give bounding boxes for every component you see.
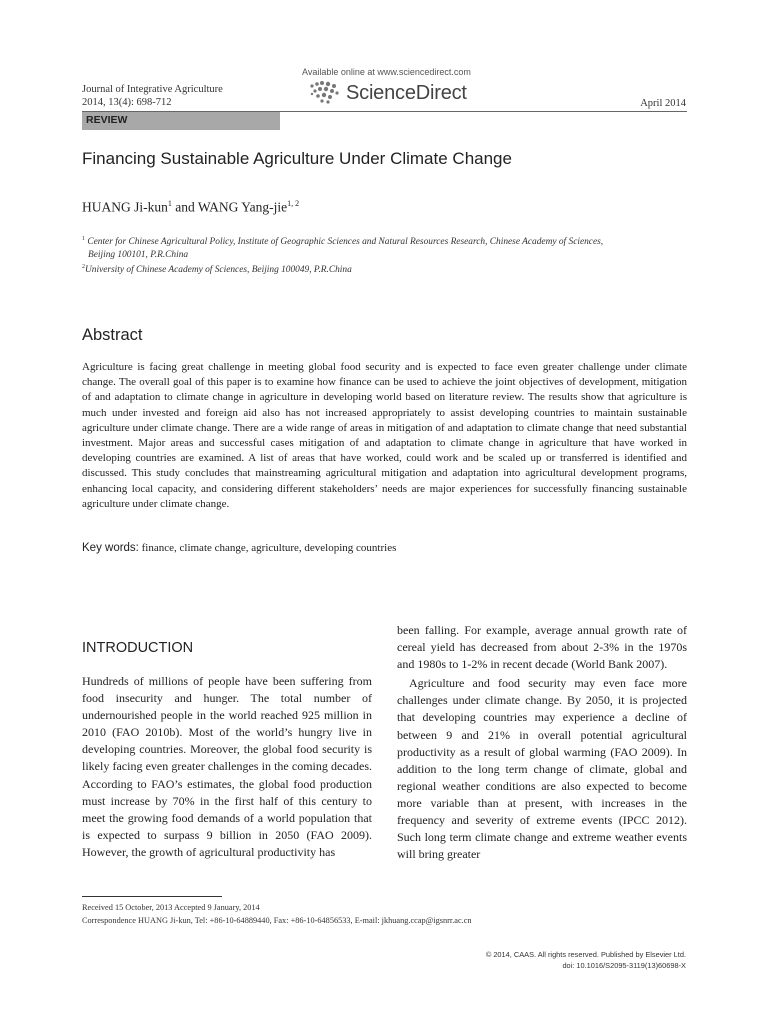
affiliation-1 [82,233,687,262]
affiliation-2-text: University of Chinese Academy of Sciences, Beijing 100049, P.R.China [85,265,352,276]
intro-paragraph-2: Agriculture and food security may even face more challenges under climate change. By 2050, it is projected that developing countries may experience a decline of between 9 and 21% in overall potential agricultural productivity as a result of global warming (FAO 2009). In addition to the long term change of climate, global and regional weather conditions are also expected to become more variable than at present, with increases in the frequency and severity of extreme events (IPCC 2012). Such long term climate change and extreme weather events will bring greater [397,676,687,862]
abstract-heading: Abstract [82,326,143,344]
authors [82,199,299,216]
sciencedirect-dots-icon [308,80,340,106]
sciencedirect-logo [308,80,467,106]
article-title: Financing Sustainable Agriculture Under Climate Change [82,149,512,168]
affiliation-2-sup: 2 [82,264,85,270]
body-column-right [397,622,687,863]
author-2: WANG Yang-jie [197,199,288,215]
author-1: HUANG Ji-kun [82,199,168,215]
author-1-sup: 1 [167,199,172,208]
abstract-text: Agriculture is facing great challenge in meeting global food security and is expected to face even greater challenge under climate change. The overall goal of this paper is to examine how finance can be used to achieve the joint objectives of development, mitigation of and adaptation to climate change in agriculture in developing world based on literature review. The results show that agriculture is much under invested and foreign aid also has not increased appropriately to assist developing countries to maintain sustainable agriculture under climate change. There are a wide range of areas in mitigation of and adaptation to climate change that need substantial investment. Major areas and successful cases mitigation of and adaptation to climate change in agriculture that have worked in developing countries are examined. A list of areas that have worked, could work and be scaled up or transferred is identified and discussed. This study concludes that mainstreaming agricultural mitigation and adaptation into agricultural development programs, enhancing local capacity, and considering different stakeholders’ needs are major experiences for successfully financing sustainable agriculture under climate change. [82,361,687,510]
journal-name: Journal of Integrative Agriculture [82,84,223,95]
footnote-rule [82,896,222,897]
intro-paragraph-1: Hundreds of millions of people have been suffering from food insecurity and hunger. The total number of undernourished people in the world reached 925 million in 2010 (FAO 2010b). Most of the world’s hungry live in developing countries. Moreover, the global food security is likely facing even greater challenges in the coming decades. According to FAO’s estimates, the global food production must increase by 70% in the first half of this century to meet the growing food demands of a world population that is expected to surpass 9 billion in 2050 (FAO 2009). However, the growth of agricultural productivity has [82,674,372,859]
journal-info [82,83,223,109]
affiliation-1-line-2: Beijing 100101, P.R.China [88,250,189,261]
affiliation-1-sup: 1 [82,236,85,242]
intro-paragraph-continued: been falling. For example, average annual growth rate of cereal yield has decreased from about 2-3% in the 1970s and 1980s to 1-2% in recent decade (World Bank 2007). [397,623,687,672]
author-2-sup: 1, 2 [287,199,300,208]
copyright-line: © 2014, CAAS. All rights reserved. Published by Elsevier Ltd. [485,950,686,959]
keywords-list: finance, climate change, agriculture, developing countries [138,542,397,554]
sciencedirect-online-text: Available online at www.sciencedirect.com [302,67,471,77]
keywords [82,542,396,554]
affiliation-1-line-1: Center for Chinese Agricultural Policy, Institute of Geographic Sciences and Natural Resources Research, Chinese Academy of Sciences, [87,237,604,248]
doi-line: doi: 10.1016/S2095-3119(13)60698-X [562,961,686,970]
introduction-heading: INTRODUCTION [82,640,194,656]
body-column-left [82,673,372,861]
journal-issue: 2014, 13(4): 698-712 [82,97,172,108]
affiliation-2 [82,261,687,277]
sciencedirect-name: ScienceDirect [346,81,467,104]
section-label: REVIEW [86,114,128,126]
author-separator: and [171,199,198,215]
received-dates: Received 15 October, 2013 Accepted 9 January, 2014 [82,903,260,912]
issue-date: April 2014 [640,98,686,109]
correspondence: Correspondence HUANG Ji-kun, Tel: +86-10-64889440, Fax: +86-10-64856533, E-mail: jkhuang.ccap@igsnrr.ac.cn [82,916,472,925]
keywords-label: Key words: [82,542,139,554]
